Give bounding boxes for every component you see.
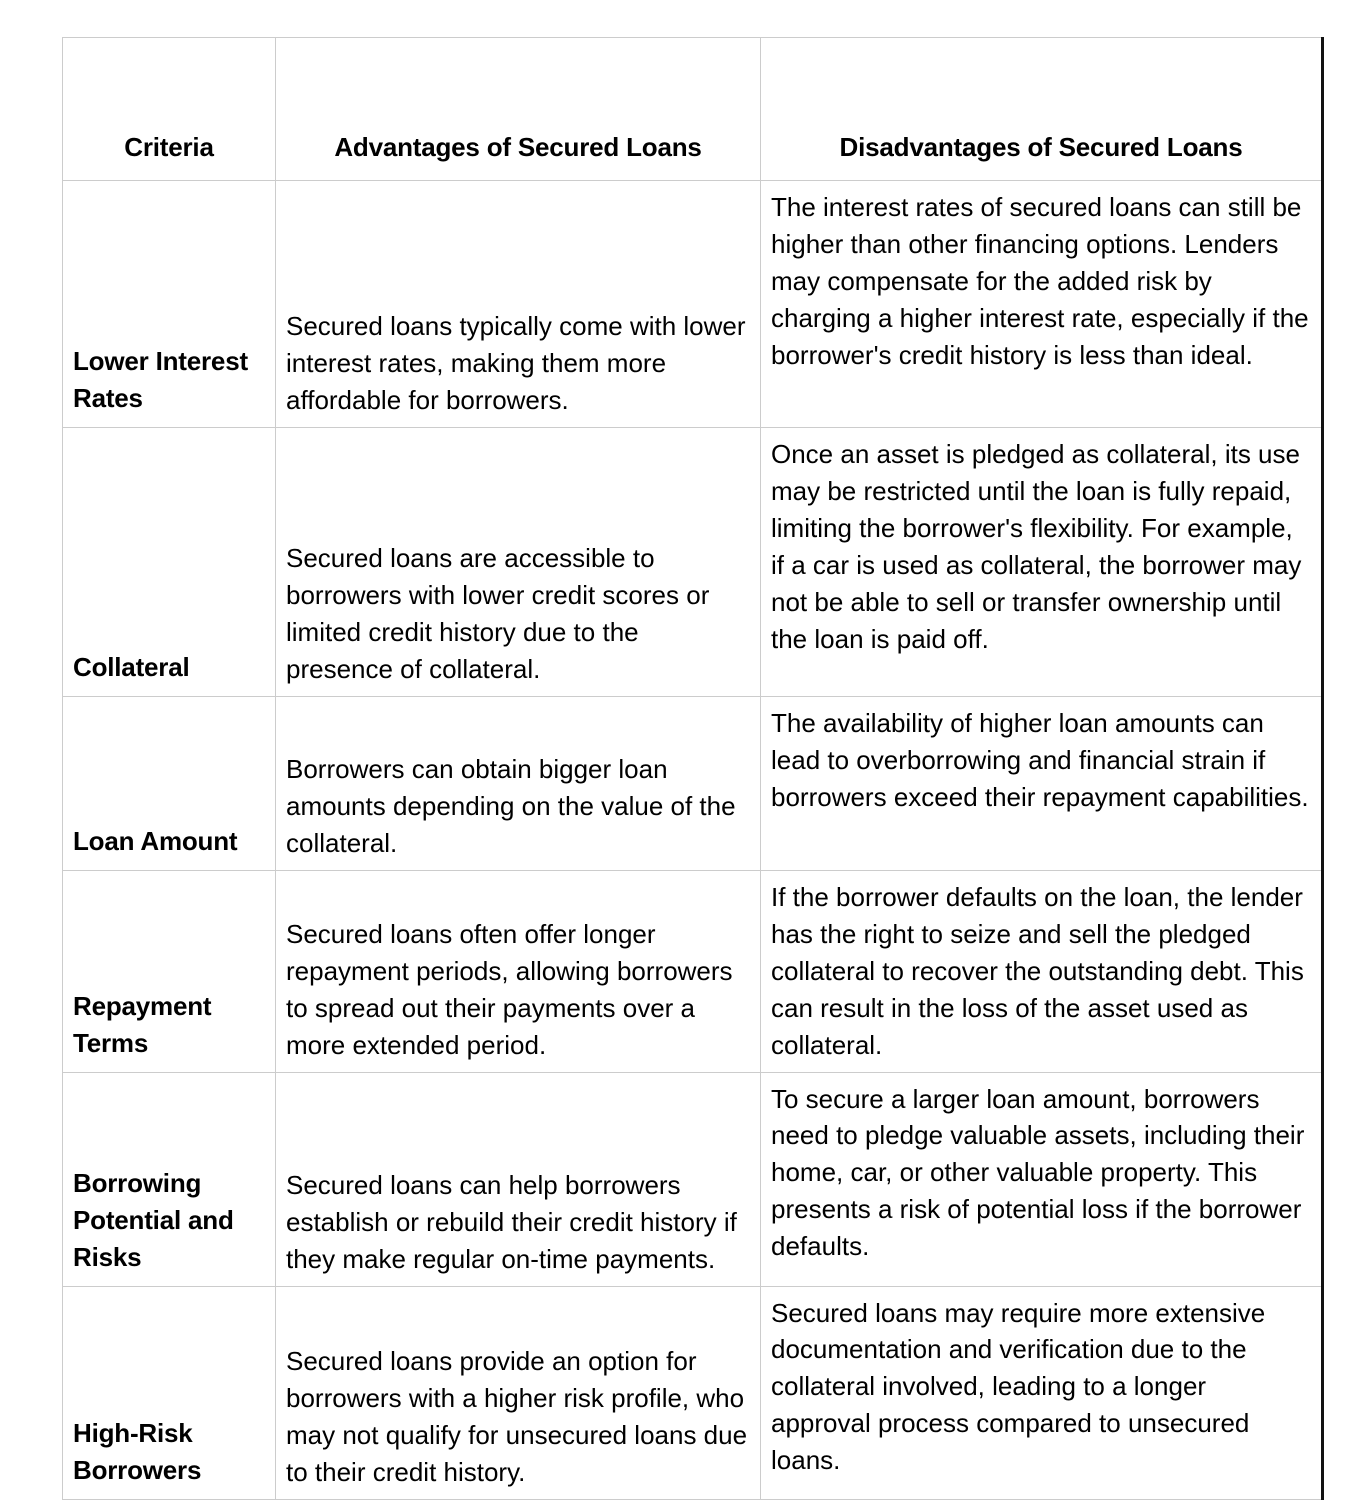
cell-disadvantages: The availability of higher loan amounts can lead to overborrowing and financial strain if borrowers exceed their repayment capabilities. [761,697,1323,871]
table-row [63,1286,1323,1499]
table-row [63,697,1323,871]
table-row [63,428,1323,697]
cell-disadvantages: Secured loans may require more extensive documentation and verification due to the collateral involved, leading to a longer approval process compared to unsecured loans. [761,1286,1323,1499]
cell-criteria: Borrowing Potential and Risks [63,1072,276,1286]
cell-advantages: Borrowers can obtain bigger loan amounts depending on the value of the collateral. [276,697,761,871]
column-header-criteria: Criteria [63,38,276,181]
table-row [63,181,1323,428]
table-header [63,38,1323,181]
table-header-row [63,38,1323,181]
cell-criteria: Lower Interest Rates [63,181,276,428]
column-header-disadvantages: Disadvantages of Secured Loans [761,38,1323,181]
cell-criteria: Collateral [63,428,276,697]
cell-disadvantages: To secure a larger loan amount, borrowers need to pledge valuable assets, including their home, car, or other valuable property. This presents a risk of potential loss if the borrower defaults. [761,1072,1323,1286]
cell-disadvantages: The interest rates of secured loans can still be higher than other financing options. Lenders may compensate for the added risk by charging a higher interest rate, especially if the borrower's credit history is less than ideal. [761,181,1323,428]
table-row [63,871,1323,1073]
cell-advantages: Secured loans often offer longer repayment periods, allowing borrowers to spread out their payments over a more extended period. [276,871,761,1073]
comparison-table-container [62,37,1322,1500]
table-row [63,1072,1323,1286]
cell-criteria: Loan Amount [63,697,276,871]
secured-loans-comparison-table [62,37,1324,1500]
column-header-advantages: Advantages of Secured Loans [276,38,761,181]
cell-advantages: Secured loans are accessible to borrowers with lower credit scores or limited credit history due to the presence of collateral. [276,428,761,697]
cell-advantages: Secured loans typically come with lower interest rates, making them more affordable for borrowers. [276,181,761,428]
cell-advantages: Secured loans provide an option for borrowers with a higher risk profile, who may not qualify for unsecured loans due to their credit history. [276,1286,761,1499]
cell-disadvantages: Once an asset is pledged as collateral, its use may be restricted until the loan is fully repaid, limiting the borrower's flexibility. For example, if a car is used as collateral, the borrower may not be able to sell or transfer ownership until the loan is paid off. [761,428,1323,697]
table-body [63,181,1323,1500]
cell-criteria: Repayment Terms [63,871,276,1073]
cell-disadvantages: If the borrower defaults on the loan, the lender has the right to seize and sell the pledged collateral to recover the outstanding debt. This can result in the loss of the asset used as collateral. [761,871,1323,1073]
cell-advantages: Secured loans can help borrowers establish or rebuild their credit history if they make regular on-time payments. [276,1072,761,1286]
cell-criteria: High-Risk Borrowers [63,1286,276,1499]
